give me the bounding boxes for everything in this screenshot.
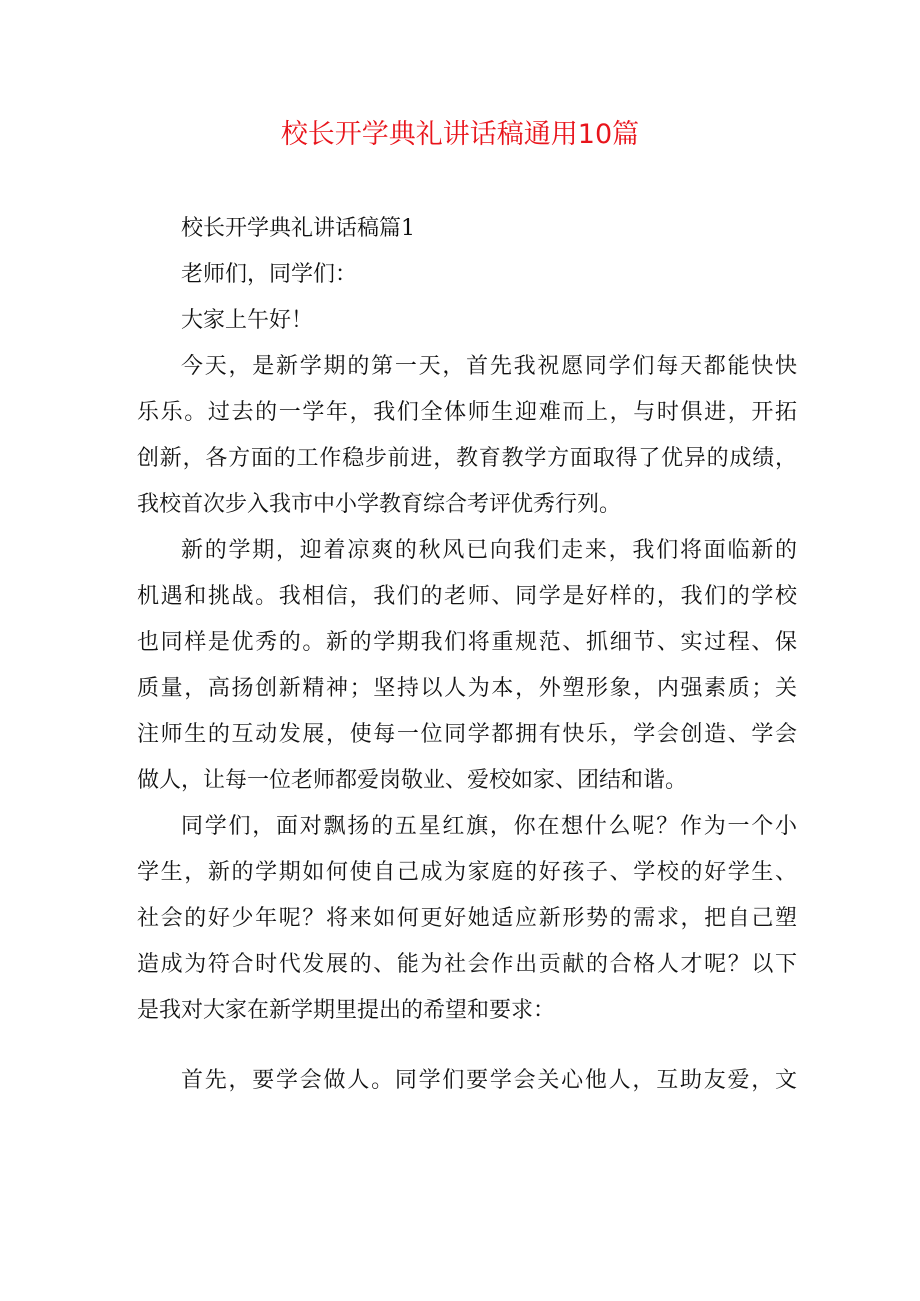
paragraph-line: 新的学期，迎着凉爽的秋风已向我们走来，我们将面临新的 [181, 538, 797, 563]
paragraph-2 [137, 528, 797, 804]
paragraph-1 [137, 344, 797, 528]
paragraph-line: 学生，新的学期如何使自己成为家庭的好孩子、学校的好学生、 [137, 860, 797, 885]
paragraph-3 [137, 804, 797, 1034]
paragraph-4 [137, 1058, 797, 1104]
paragraph-line: 做人，让每一位老师都爱岗敬业、爱校如家、团结和谐。 [137, 768, 688, 793]
paragraph-line: 质量，高扬创新精神；坚持以人为本，外塑形象，内强素质；关 [137, 676, 797, 701]
paragraph-line: 乐乐。过去的一学年，我们全体师生迎难而上，与时俱进，开拓 [137, 400, 797, 425]
paragraph-line: 造成为符合时代发展的、能为社会作出贡献的合格人才呢？以下 [137, 952, 797, 977]
greeting: 大家上午好！ [181, 308, 314, 333]
salutation: 老师们，同学们： [181, 262, 358, 287]
paragraph-line: 注师生的互动发展，使每一位同学都拥有快乐，学会创造、学会 [137, 722, 797, 747]
document-body [137, 206, 797, 1104]
paragraph-line: 创新，各方面的工作稳步前进，教育教学方面取得了优异的成绩， [137, 446, 797, 471]
paragraph-line: 机遇和挑战。我相信，我们的老师、同学是好样的，我们的学校 [137, 584, 797, 609]
paragraph-line: 社会的好少年呢？将来如何更好她适应新形势的需求，把自己塑 [137, 906, 797, 931]
paragraph-line: 同学们，面对飘扬的五星红旗，你在想什么呢？作为一个小 [181, 814, 797, 839]
document-title: 校长开学典礼讲话稿通用10篇 [280, 119, 640, 150]
paragraph-line: 是我对大家在新学期里提出的希望和要求： [137, 998, 556, 1023]
paragraph-line: 我校首次步入我市中小学教育综合考评优秀行列。 [137, 492, 622, 517]
paragraph-line: 也同样是优秀的。新的学期我们将重规范、抓细节、实过程、保 [137, 630, 797, 655]
paragraph-line: 今天，是新学期的第一天，首先我祝愿同学们每天都能快快 [181, 354, 797, 379]
section-heading: 校长开学典礼讲话稿篇1 [181, 216, 415, 241]
paragraph-line: 首先，要学会做人。同学们要学会关心他人，互助友爱，文 [181, 1068, 797, 1093]
